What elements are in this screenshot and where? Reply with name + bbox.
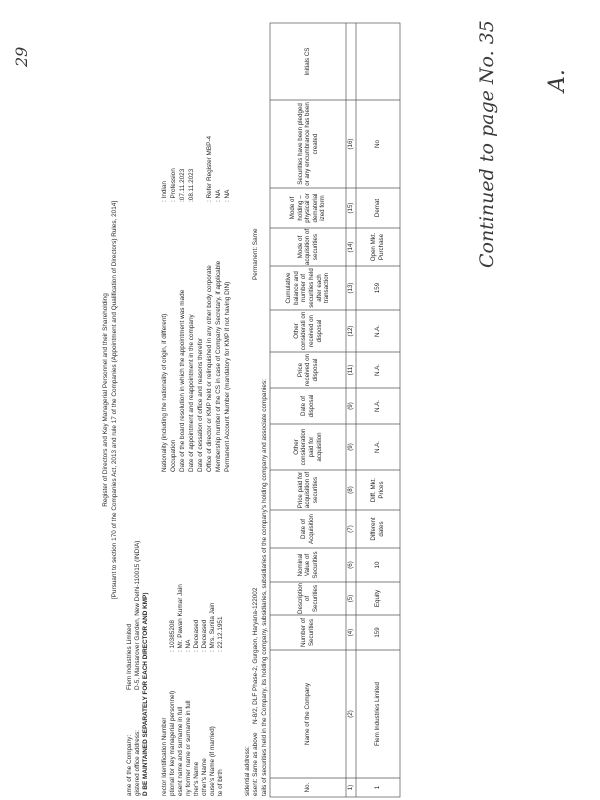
col-number: (9) [347, 443, 355, 451]
field-label: rector Identification Number [161, 717, 168, 796]
field-label: ther's Name [193, 761, 200, 796]
cell-mode-acquisition: Open Mkt. Purchase [370, 232, 385, 262]
maintain-note: D BE MAINTAINED SEPARATELY FOR EACH DIRECTOR AND KMP) [142, 592, 149, 796]
field-label: Occupation [170, 439, 177, 472]
col-header: Mode of acquisition of securities [296, 228, 319, 266]
cell-company: Fiem Industries Limited [374, 682, 382, 746]
permanent-address: Permanent: Same [252, 228, 259, 280]
field-value: : NA [215, 189, 222, 202]
cell-no: 1 [374, 785, 382, 790]
col-number: (6) [347, 561, 355, 569]
field-value: :08.11.2023 [188, 168, 195, 202]
field-label: ptional for key managerial personnel) [169, 690, 176, 796]
field-label: ouse's Name (if married) [209, 726, 216, 796]
col-number: (12) [347, 325, 355, 337]
field-value: : Profession [170, 168, 177, 202]
col-number: (14) [347, 241, 355, 253]
residential-address-label: sidential address: [244, 746, 251, 796]
col-number: (5) [347, 594, 355, 603]
field-value: : 22.12.1951 [217, 616, 224, 652]
col-number: (4) [347, 628, 355, 637]
col-header: Other considerati on received on disposal [292, 311, 323, 351]
col-header: Nominal Value of Securities [296, 551, 319, 579]
field-label: Membership number of the CS in case of Company Secretary, if applicable [215, 260, 222, 472]
col-number: (16) [347, 138, 355, 150]
field-label: esent name and surname in full [177, 706, 184, 796]
header-subtitle: [Pursuant to section 170 of the Companies Act, 2013 and rule 17 of the Companies (Appointment and Qualification of Directors) Rules, 2014] [111, 200, 118, 600]
field-label: Office of director or KMP held or relinquished in any other body corporate [206, 265, 213, 472]
company-name-label: ame of the Company: [126, 734, 133, 796]
field-value: : NA [185, 639, 192, 652]
handwritten-page-number: 29 [12, 46, 31, 67]
col-number: (7) [347, 525, 355, 533]
cell-date-acquisition: Different dates [370, 517, 385, 541]
col-number: (2) [347, 710, 355, 718]
handwritten-initials: A. [545, 69, 570, 92]
col-header: Cumulative balance and number of securities held after each transaction [285, 268, 331, 308]
cell-description: Equity [374, 589, 382, 608]
field-value: : Refer Register MBP-4 [206, 135, 213, 202]
field-value: : Deceased [201, 619, 208, 652]
field-value: : Mr. Pawan Kumar Jain [177, 584, 184, 652]
field-value: :07.11.2023 [179, 168, 186, 202]
office-address-value: D-5, Mansarover Garden, New Delhi-110015 (INDIA) [134, 540, 141, 690]
office-address-label: gistered office address: [134, 730, 141, 796]
cell-number: 159 [374, 627, 382, 638]
field-value: : 10385208 [169, 620, 176, 652]
table-caption: tails of securities held in the Company, its holding company, subsidiaries, subsidiaries of the company's holding company and associate companies: [261, 379, 268, 796]
cell-nominal: 10 [374, 561, 382, 569]
field-label: Date of cessation of office and reasons therefor [197, 337, 204, 472]
field-label: Date of appointment and reappointment in the company [188, 314, 195, 472]
handwritten-continued-note: Continued to page No. 35 [476, 20, 498, 268]
col-number: (13) [347, 282, 355, 294]
field-label: Permanent Account Number (mandatory for KMP if not having DIN) [224, 281, 231, 472]
col-header: No. [304, 782, 312, 793]
cell-pledged: No [374, 140, 382, 148]
col-header: Other consideration paid for acquisition [292, 428, 323, 466]
col-number: (8) [347, 486, 355, 494]
cell-date-disposal: N.A. [374, 399, 382, 413]
col-header: Date of Acquisition [300, 514, 315, 544]
col-number: (11) [347, 364, 355, 376]
present-address-value: N-8/2, DLF Phase-2, Gurgaon, Haryana-122002 [252, 587, 259, 724]
present-address-label: esent: Same as above [252, 732, 259, 796]
field-value: : NA [224, 189, 231, 202]
col-header: Price received on disposal [296, 354, 319, 386]
col-header: Securities have been pledged or any encumbrance has been created [296, 102, 319, 186]
col-number: 1) [347, 784, 355, 791]
cell-other-received: N.A. [374, 324, 382, 338]
cell-price-received: N.A. [374, 363, 382, 377]
col-number: (15) [347, 202, 355, 214]
col-number: (9) [347, 402, 355, 410]
col-header: Price paid for acquisition of securities [296, 471, 319, 509]
field-value: : Deceased [193, 619, 200, 652]
cell-other-consideration: N.A. [374, 440, 382, 454]
field-value: : Indian [161, 181, 168, 202]
cell-mode-holding: Demat [374, 198, 382, 218]
field-label: te of birth [217, 769, 224, 796]
cell-price-paid: Diff. Mkt. Prices [370, 477, 385, 503]
col-header: Number of Securities [300, 618, 315, 647]
cell-cumulative: 159 [374, 282, 382, 294]
field-label: ny former name or surname in full [185, 700, 192, 796]
field-value: : Mrs. Sunita Jain [209, 602, 216, 652]
col-header: Date of disposal [300, 394, 315, 418]
header-title: Register of Directors and Key Managerial Personnel and their Shareholding [102, 293, 109, 507]
col-header: Description of Securities [296, 583, 319, 614]
field-label: other's Name [201, 758, 208, 796]
col-header: Mode of holding – physical or dematerial ized form [289, 193, 327, 223]
field-label: Nationality (including the nationality of origin, if different) [161, 313, 168, 472]
col-header: Name of the Company [304, 683, 312, 745]
col-header: Initials CS [304, 47, 312, 76]
company-name-value: Fiem Industries Limited [126, 623, 133, 690]
field-label: Date of the board resolution in which the appointment was made [179, 289, 186, 472]
